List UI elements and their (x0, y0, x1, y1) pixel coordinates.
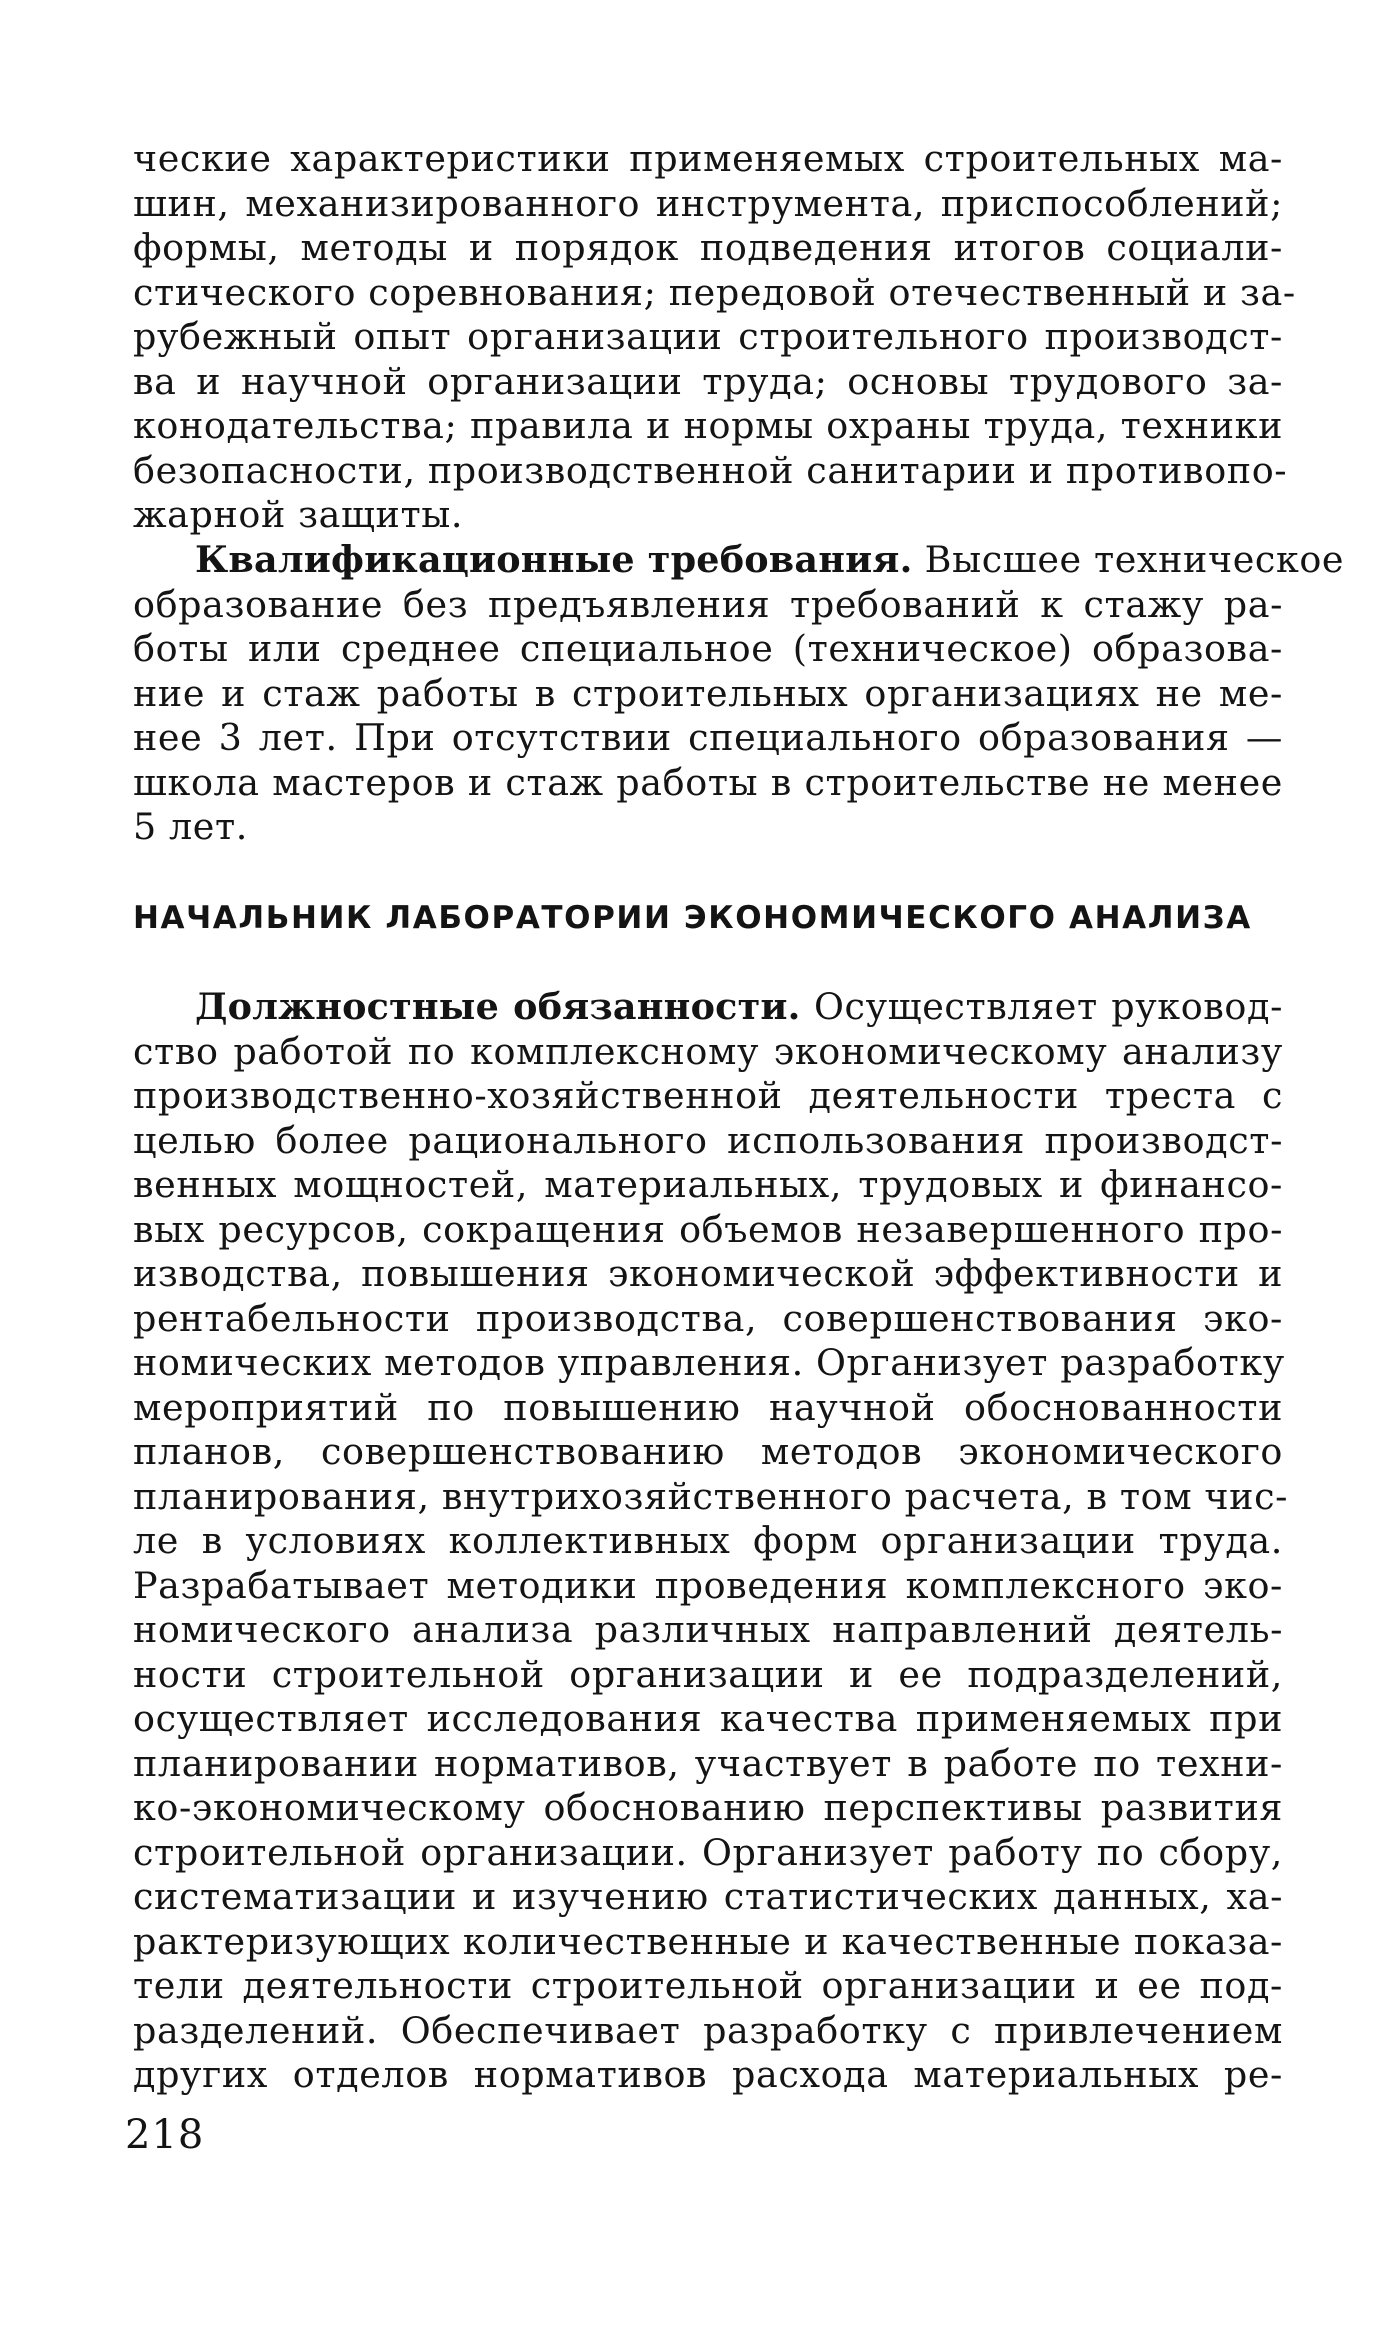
text-line: образование без предъявления требований к стажу ра- (133, 582, 1283, 626)
text-line: разделений. Обеспечивает разработку с привлечением (133, 2008, 1283, 2052)
text-line: осуществляет исследования качества применяемых при (133, 1697, 1283, 1740)
text-line: формы, методы и порядок подведения итогов социали- (133, 226, 1283, 269)
text-line: номического анализа различных направлений деятель- (133, 1608, 1283, 1651)
text-line: конодательства; правила и нормы охраны труда, техники (133, 404, 1283, 447)
text-line (133, 985, 1283, 1030)
text-line: венных мощностей, материальных, трудовых и финансо- (133, 1163, 1283, 1206)
text-line: шин, механизированного инструмента, приспособлений; (133, 181, 1283, 225)
text-line: планов, совершенствованию методов экономического (133, 1430, 1283, 1473)
text-line: ности строительной организации и ее подразделений, (133, 1652, 1283, 1696)
text-line: планирования, внутрихозяйственного расчета, в том чис- (133, 1474, 1289, 1518)
text-line: строительной организации. Организует работу по сбору, (133, 1830, 1283, 1874)
paragraph-qualifications (133, 538, 1345, 850)
text-line: жарной защиты. (133, 493, 464, 536)
duties-lead: Должностные обязанности. (195, 985, 801, 1028)
text-line: школа мастеров и стаж работы в строительстве не менее (133, 760, 1283, 804)
duties-first-line-rest: Осуществляет руковод- (800, 985, 1283, 1028)
text-line: изводства, повышения экономической эффективности и (133, 1252, 1283, 1295)
qualifications-lead: Квалификационные требования. (195, 538, 913, 581)
text-line: боты или среднее специальное (техническое) образова- (133, 627, 1283, 670)
paragraph-duties (133, 985, 1289, 2098)
text-line: рактеризующих количественные и качественные показа- (133, 1919, 1283, 1963)
text-line: рубежный опыт организации строительного производст- (133, 315, 1283, 358)
text-line: ние и стаж работы в строительных организациях не ме- (133, 671, 1283, 715)
text-line: производственно-хозяйственной деятельности треста с (133, 1074, 1283, 1117)
text-line: тели деятельности строительной организации и ее под- (133, 1964, 1283, 2007)
text-line: мероприятий по повышению научной обоснованности (133, 1385, 1283, 1429)
text-line: ва и научной организации труда; основы трудового за- (133, 359, 1283, 403)
text-line: ле в условиях коллективных форм организации труда. (133, 1519, 1283, 1562)
text-line: ство работой по комплексному экономическому анализу (133, 1029, 1283, 1073)
text-line: целью более рационального использования производст- (133, 1118, 1283, 1162)
text-line (133, 538, 1345, 583)
text-line: других отделов нормативов расхода материальных ре- (133, 2053, 1283, 2096)
text-line: систематизации и изучению статистических данных, ха- (133, 1875, 1283, 1918)
text-line: безопасности, производственной санитарии и противопо- (133, 448, 1288, 492)
text-line: планировании нормативов, участвует в работе по техни- (133, 1741, 1283, 1785)
text-line: ческие характеристики применяемых строительных ма- (133, 137, 1283, 180)
text-line: рентабельности производства, совершенствования эко- (133, 1296, 1283, 1340)
page-number: 218 (125, 2112, 205, 2158)
section-heading: НАЧАЛЬНИК ЛАБОРАТОРИИ ЭКОНОМИЧЕСКОГО АНАЛИЗА (133, 900, 1252, 936)
text-line: стического соревнования; передовой отечественный и за- (133, 270, 1296, 314)
text-line: нее 3 лет. При отсутствии специального образования — (133, 716, 1283, 759)
text-line: Разрабатывает методики проведения комплексного эко- (133, 1563, 1283, 1607)
text-line: 5 лет. (133, 805, 249, 848)
text-line: номических методов управления. Организует разработку (133, 1341, 1285, 1384)
text-line: ко-экономическому обоснованию перспективы развития (133, 1786, 1283, 1829)
text-line: вых ресурсов, сокращения объемов незавершенного про- (133, 1207, 1283, 1251)
qualifications-first-line-rest: Высшее техническое (912, 538, 1345, 581)
paragraph-continuation (133, 137, 1296, 538)
